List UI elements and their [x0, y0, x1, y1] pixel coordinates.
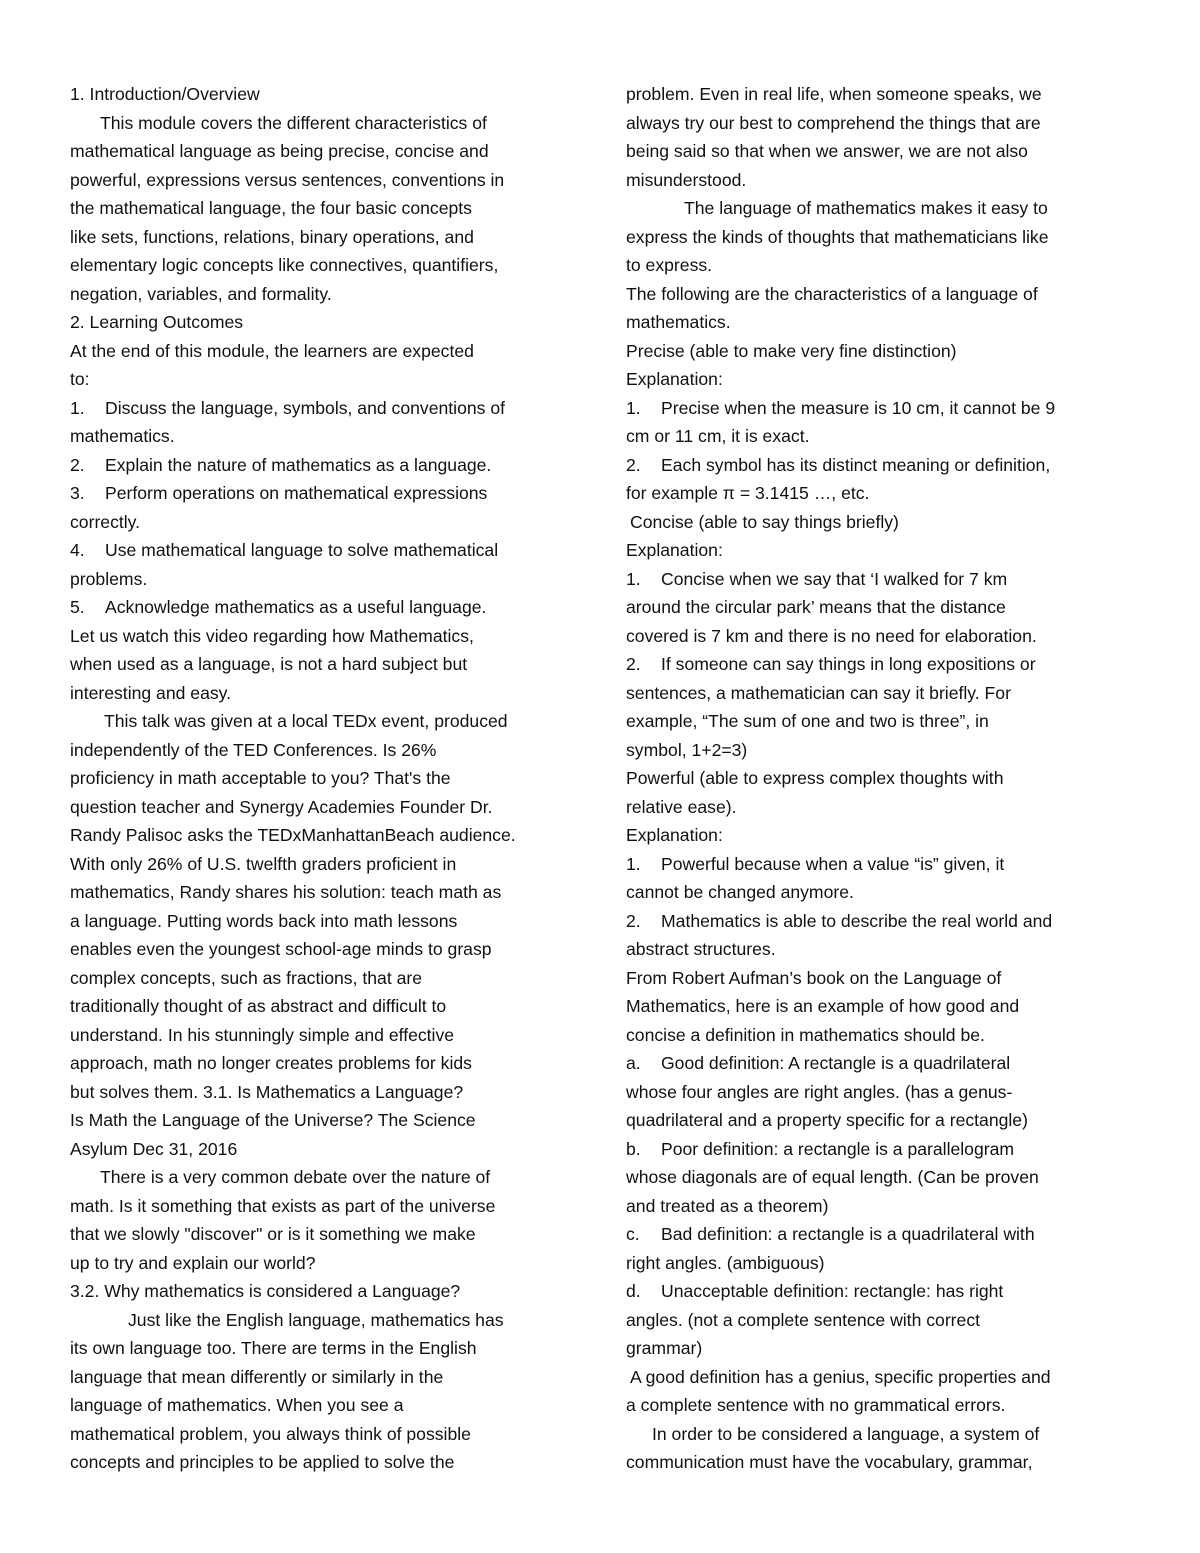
- following-line: mathematics.: [626, 312, 731, 332]
- following-line: The following are the characteristics of a language of: [626, 283, 1038, 304]
- powerful-heading: Powerful (able to express complex thoughts with: [626, 768, 1004, 788]
- definition-item: [626, 1277, 1126, 1306]
- continue-line: always try our best to comprehend the things that are: [626, 112, 1041, 133]
- intro-line: This module covers the different characteristics of: [100, 112, 487, 133]
- item-text: Powerful because when a value “is” given, it: [661, 853, 1005, 874]
- debate-line: up to try and explain our world?: [70, 1252, 316, 1273]
- why-line: its own language too. There are terms in the English: [70, 1338, 477, 1358]
- item-letter: d.: [626, 1281, 641, 1301]
- item-text: Precise when the measure is 10 cm, it cannot be 9: [661, 397, 1056, 418]
- heading-learning-outcomes: 2. Learning Outcomes: [70, 312, 244, 332]
- definition-item-continued: and treated as a theorem): [626, 1195, 829, 1216]
- why-line: language of mathematics. When you see a: [70, 1395, 404, 1415]
- powerful-item-continued: abstract structures.: [626, 939, 776, 959]
- outcome-number: 3.: [70, 483, 85, 503]
- concise-item: [626, 565, 1126, 594]
- easy-line: to express.: [626, 255, 713, 275]
- item-text: Good definition: A rectangle is a quadrilateral: [661, 1053, 1011, 1073]
- item-text: Unacceptable definition: rectangle: has right: [661, 1281, 1004, 1301]
- talk-line: enables even the youngest school-age minds to grasp: [70, 939, 492, 959]
- talk-line: a language. Putting words back into math lessons: [70, 910, 458, 931]
- talk-line: independently of the TED Conferences. Is 26%: [70, 739, 437, 760]
- good-definition-line: A good definition has a genius, specific properties and: [630, 1366, 1051, 1387]
- explanation-label: Explanation:: [626, 825, 723, 845]
- intro-line: mathematical language as being precise, concise and: [70, 141, 489, 161]
- definition-item-continued: whose diagonals are of equal length. (Can be proven: [626, 1167, 1039, 1187]
- item-text: If someone can say things in long expositions or: [661, 654, 1036, 674]
- outcome-number: 1.: [70, 397, 85, 418]
- outcome-item-continued: mathematics.: [70, 426, 175, 446]
- continue-line: misunderstood.: [626, 169, 747, 190]
- item-number: 2.: [626, 910, 641, 931]
- definition-item: [626, 1049, 1126, 1078]
- item-number: 2.: [626, 654, 641, 674]
- powerful-item-continued: cannot be changed anymore.: [626, 882, 854, 902]
- continue-line: problem. Even in real life, when someone speaks, we: [626, 84, 1042, 104]
- outcome-text: Acknowledge mathematics as a useful language.: [105, 597, 487, 617]
- talk-line: traditionally thought of as abstract and difficult to: [70, 996, 447, 1016]
- precise-item: [626, 394, 1126, 423]
- outcome-number: 5.: [70, 597, 85, 617]
- debate-line: math. Is it something that exists as part of the universe: [70, 1195, 496, 1216]
- outcome-number: 4.: [70, 540, 85, 560]
- definition-item: [626, 1135, 1126, 1164]
- continue-line: being said so that when we answer, we are not also: [626, 141, 1028, 161]
- outcome-item: [70, 394, 565, 423]
- outcome-text: Use mathematical language to solve mathematical: [105, 540, 499, 560]
- powerful-item: [626, 907, 1126, 936]
- definition-item-continued: grammar): [626, 1338, 703, 1358]
- item-text: Concise when we say that ‘I walked for 7 km: [661, 568, 1008, 589]
- precise-item-continued: for example π = 3.1415 …, etc.: [626, 483, 870, 503]
- item-letter: c.: [626, 1224, 640, 1244]
- heading-introduction: 1. Introduction/Overview: [70, 84, 260, 104]
- outcomes-intro-line: At the end of this module, the learners are expected: [70, 340, 474, 361]
- system-line: In order to be considered a language, a system of: [652, 1423, 1040, 1444]
- explanation-label: Explanation:: [626, 540, 723, 560]
- debate-line: that we slowly "discover" or is it something we make: [70, 1224, 476, 1244]
- definition-item-continued: right angles. (ambiguous): [626, 1252, 825, 1273]
- item-text: Mathematics is able to describe the real world and: [661, 910, 1053, 931]
- why-line: Just like the English language, mathematics has: [128, 1309, 504, 1330]
- item-text: Each symbol has its distinct meaning or definition,: [661, 454, 1051, 475]
- precise-heading: Precise (able to make very fine distinction): [626, 340, 957, 361]
- concise-item-continued: sentences, a mathematician can say it briefly. For: [626, 682, 1011, 703]
- concise-item-continued: around the circular park’ means that the distance: [626, 597, 1006, 617]
- definition-item: [626, 1220, 1126, 1249]
- talk-line: Randy Palisoc asks the TEDxManhattanBeach audience.: [70, 825, 516, 845]
- video-line: Let us watch this video regarding how Mathematics,: [70, 625, 474, 646]
- aufman-line: From Robert Aufman’s book on the Language of: [626, 967, 1002, 988]
- item-text: Poor definition: a rectangle is a parallelogram: [661, 1138, 1015, 1159]
- outcome-item: [70, 593, 565, 622]
- talk-line: approach, math no longer creates problems for kids: [70, 1053, 472, 1073]
- explanation-label: Explanation:: [626, 369, 723, 389]
- why-line: language that mean differently or similarly in the: [70, 1366, 444, 1387]
- talk-line: but solves them. 3.1. Is Mathematics a Language?: [70, 1081, 464, 1102]
- why-line: concepts and principles to be applied to solve the: [70, 1452, 455, 1472]
- video-line: interesting and easy.: [70, 682, 232, 703]
- definition-item-continued: quadrilateral and a property specific for a rectangle): [626, 1110, 1028, 1130]
- definition-item-continued: angles. (not a complete sentence with correct: [626, 1309, 981, 1330]
- talk-line: proficiency in math acceptable to you? That's the: [70, 768, 451, 788]
- system-line: communication must have the vocabulary, grammar,: [626, 1452, 1033, 1472]
- intro-line: powerful, expressions versus sentences, conventions in: [70, 169, 505, 190]
- concise-item-continued: example, “The sum of one and two is three”, in: [626, 711, 989, 731]
- outcome-item: [70, 536, 565, 565]
- concise-item-continued: symbol, 1+2=3): [626, 739, 748, 760]
- item-text: Bad definition: a rectangle is a quadrilateral with: [661, 1224, 1035, 1244]
- outcomes-intro-line: to:: [70, 369, 90, 389]
- talk-line: Asylum Dec 31, 2016: [70, 1138, 238, 1159]
- talk-line: question teacher and Synergy Academies Founder Dr.: [70, 796, 493, 817]
- item-number: 2.: [626, 454, 641, 475]
- right-column: [626, 80, 1126, 1477]
- item-number: 1.: [626, 568, 641, 589]
- intro-line: negation, variables, and formality.: [70, 283, 332, 304]
- outcome-item: [70, 451, 565, 480]
- outcome-item: [70, 479, 565, 508]
- talk-line: Is Math the Language of the Universe? The Science: [70, 1110, 476, 1130]
- talk-line: This talk was given at a local TEDx event, produced: [104, 711, 508, 731]
- heading-why-language: 3.2. Why mathematics is considered a Language?: [70, 1281, 461, 1301]
- why-line: mathematical problem, you always think of possible: [70, 1423, 471, 1444]
- precise-item-continued: cm or 11 cm, it is exact.: [626, 426, 810, 446]
- concise-heading: Concise (able to say things briefly): [630, 511, 899, 532]
- item-number: 1.: [626, 853, 641, 874]
- talk-line: With only 26% of U.S. twelfth graders proficient in: [70, 853, 457, 874]
- outcome-item-continued: problems.: [70, 568, 148, 589]
- video-line: when used as a language, is not a hard subject but: [70, 654, 468, 674]
- precise-item: [626, 451, 1126, 480]
- outcome-text: Explain the nature of mathematics as a language.: [105, 454, 492, 475]
- outcome-text: Discuss the language, symbols, and conventions of: [105, 397, 506, 418]
- talk-line: complex concepts, such as fractions, that are: [70, 967, 423, 988]
- left-column: [70, 80, 565, 1477]
- talk-line: mathematics, Randy shares his solution: teach math as: [70, 882, 502, 902]
- outcome-number: 2.: [70, 454, 85, 475]
- definition-item-continued: whose four angles are right angles. (has a genus-: [626, 1081, 1013, 1102]
- outcome-text: Perform operations on mathematical expressions: [105, 483, 488, 503]
- outcome-item-continued: correctly.: [70, 511, 141, 532]
- concise-item: [626, 650, 1126, 679]
- aufman-line: Mathematics, here is an example of how good and: [626, 996, 1020, 1016]
- item-letter: a.: [626, 1053, 641, 1073]
- intro-line: elementary logic concepts like connectives, quantifiers,: [70, 255, 499, 275]
- powerful-item: [626, 850, 1126, 879]
- easy-line: The language of mathematics makes it easy to: [684, 198, 1048, 218]
- talk-line: understand. In his stunningly simple and effective: [70, 1024, 455, 1045]
- intro-line: like sets, functions, relations, binary operations, and: [70, 226, 474, 247]
- aufman-line: concise a definition in mathematics should be.: [626, 1024, 985, 1045]
- debate-line: There is a very common debate over the nature of: [100, 1167, 491, 1187]
- good-definition-line: a complete sentence with no grammatical errors.: [626, 1395, 1006, 1415]
- item-number: 1.: [626, 397, 641, 418]
- item-letter: b.: [626, 1138, 641, 1159]
- concise-item-continued: covered is 7 km and there is no need for elaboration.: [626, 625, 1037, 646]
- easy-line: express the kinds of thoughts that mathematicians like: [626, 226, 1049, 247]
- powerful-heading: relative ease).: [626, 796, 737, 817]
- intro-line: the mathematical language, the four basic concepts: [70, 198, 472, 218]
